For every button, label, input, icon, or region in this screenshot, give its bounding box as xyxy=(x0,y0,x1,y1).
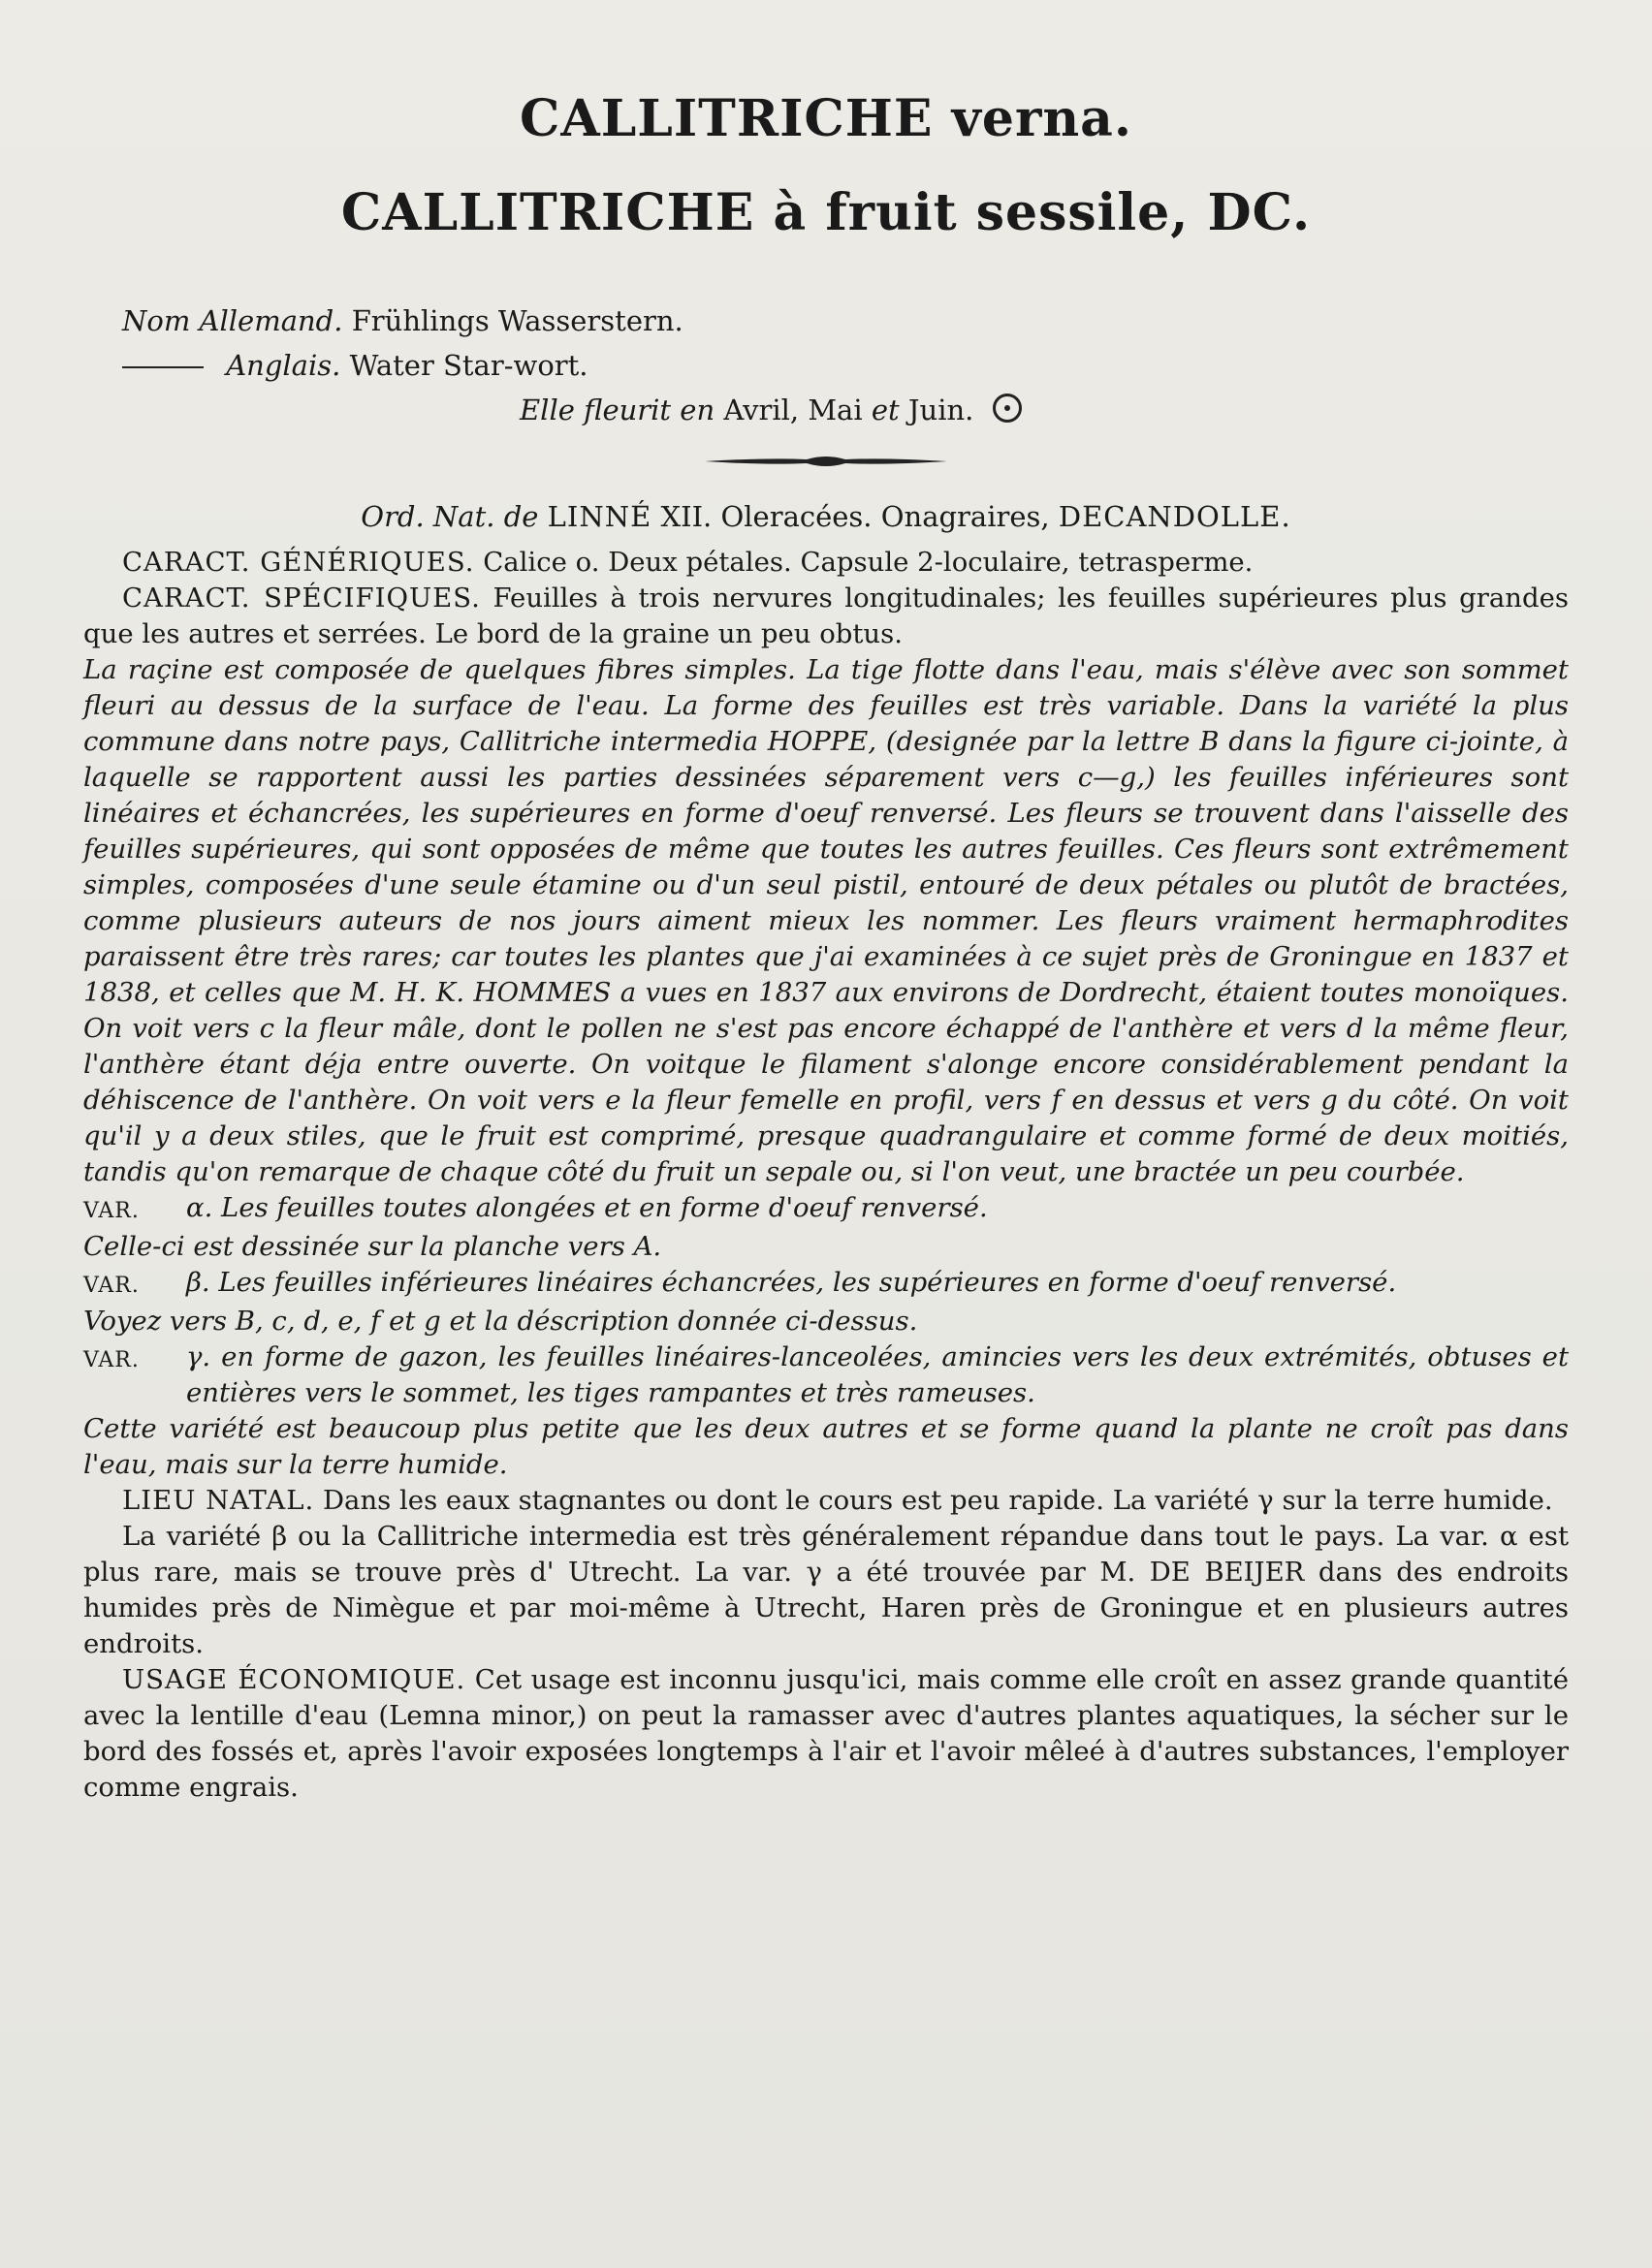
specific-label: CARACT. SPÉCIFIQUES. xyxy=(122,583,481,614)
german-name-row xyxy=(122,299,1569,343)
order-decandolle: DECANDOLLE. xyxy=(1058,500,1291,533)
common-names xyxy=(83,299,1569,432)
generic-text: Calice o. Deux pétales. Capsule 2-loculaire, tetrasperme. xyxy=(483,547,1254,578)
variety-key: VAR. xyxy=(83,1348,140,1372)
variety-alpha xyxy=(83,1190,1569,1229)
usage-text: Cet usage est inconnu jusqu'ici, mais comme elle croît en assez grande quantité avec la lentille d'eau (Lemna minor,) on peut la ramasser avec d'autres plantes aquatiques, la sécher sur le bord des fossés et, après l'avoir exposées longtemps à l'air et l'avoir mêleé à d'autres substances, l'employer comme engrais. xyxy=(83,1664,1569,1803)
natural-order xyxy=(83,500,1569,533)
variety-note: Celle-ci est dessinée sur la planche vers A. xyxy=(83,1231,662,1262)
flowering-label: Elle fleurit en xyxy=(520,394,715,426)
annual-symbol-icon xyxy=(993,394,1022,423)
variety-text: β. Les feuilles inférieures linéaires échancrées, les supérieures en forme d'oeuf renversé. xyxy=(186,1267,1397,1298)
variety-note: Voyez vers B, c, d, e, f et g et la déscription donnée ci-dessus. xyxy=(83,1306,918,1337)
variety-text: α. Les feuilles toutes alongées et en forme d'oeuf renversé. xyxy=(186,1192,988,1223)
order-rest: XII. Oleracées. Onagraires, xyxy=(660,500,1050,533)
variety-key: VAR. xyxy=(83,1199,140,1223)
description-paragraph: La raçine est composée de quelques fibres simples. La tige flotte dans l'eau, mais s'élève avec son sommet fleuri au dessus de la surface de l'eau. La forme des feuilles est très variable. Dans la variété la plus commune dans notre pays, Callitriche intermedia HOPPE, (designée par la lettre B dans la figure ci-jointe, à laquelle se rapportent aussi les parties dessinées séparement vers c—g,) les feuilles inférieures sont linéaires et échancrées, les supérieures en forme d'oeuf renversé. Les fleurs se trouvent dans l'aisselle des feuilles supérieures, qui sont opposées de même que toutes les autres feuilles. Ces fleurs sont extrêmement simples, composées d'une seule étamine ou d'un seul pistil, entouré de deux pétales ou plutôt de bractées, comme plusieurs auteurs de nos jours aiment mieux les nommer. Les fleurs vraiment hermaphrodites paraissent être très rares; car toutes les plantes que j'ai examinées à ce sujet près de Groningue en 1837 et 1838, et celles que M. H. K. HOMMES a vues en 1837 aux environs de Dordrecht, étaient toutes monoïques. On voit vers c la fleur mâle, dont le pollen ne s'est pas encore échappé de l'anthère et vers d la même fleur, l'anthère étant déja entre ouverte. On voitque le filament s'alonge encore considérablement pendant la déhiscence de l'anthère. On voit vers e la fleur femelle en profil, vers f en dessus et vers g du côté. On voit qu'il y a deux stiles, que le fruit est comprimé, presque quadrangulaire et comme formé de deux moitiés, tandis qu'on remarque de chaque côté du fruit un sepale ou, si l'on veut, une bractée un peu courbée. xyxy=(83,654,1569,1187)
habitat-section xyxy=(83,1483,1569,1519)
ditto-dash xyxy=(122,366,204,368)
variety-text: γ. en forme de gazon, les feuilles linéaires-lanceolées, amincies vers les deux extrémités, obtuses et entières vers le sommet, les tiges rampantes et très rameuses. xyxy=(186,1341,1569,1408)
page-subtitle: CALLITRICHE à fruit sessile, DC. xyxy=(340,183,1312,242)
english-name-label: Anglais. xyxy=(226,349,341,382)
flowering-months-b: Juin. xyxy=(907,394,974,426)
ornament-rule-icon xyxy=(700,452,952,471)
specific-text: Feuilles à trois nervures longitudinales; les feuilles supérieures plus grandes que les autres et serrées. Le bord de la graine un peu obtus. xyxy=(83,583,1569,649)
german-name-label: Nom Allemand. xyxy=(122,304,343,337)
flowering-et: et xyxy=(871,394,900,426)
habitat-label: LIEU NATAL. xyxy=(122,1485,315,1516)
body-text xyxy=(83,545,1569,1806)
english-name-value: Water Star-wort. xyxy=(349,349,588,382)
flowering-row xyxy=(520,388,1569,432)
generic-label: CARACT. GÉNÉRIQUES. xyxy=(122,547,475,578)
flowering-months-a: Avril, Mai xyxy=(723,394,863,426)
variety-note: Cette variété est beaucoup plus petite que les deux autres et se forme quand la plante ne croît pas dans l'eau, mais sur la terre humide. xyxy=(83,1413,1569,1480)
order-prefix: Ord. Nat. de xyxy=(361,500,539,533)
english-name-row xyxy=(83,343,1569,388)
habitat-distribution: La variété β ou la Callitriche intermedia est très généralement répandue dans tout le pays. La var. α est plus rare, mais se trouve près d' Utrecht. La var. γ a été trouvée par M. DE BEIJER dans des endroits humides près de Nimègue et par moi-même à Utrecht, Haren près de Groningue et en plusieurs autres endroits. xyxy=(83,1521,1569,1659)
german-name-value: Frühlings Wasserstern. xyxy=(351,304,683,337)
order-linne: LINNÉ xyxy=(547,500,652,533)
usage-section xyxy=(83,1662,1569,1806)
page-title: CALLITRICHE verna. xyxy=(520,89,1132,148)
usage-label: USAGE ÉCONOMIQUE. xyxy=(122,1664,466,1695)
variety-key: VAR. xyxy=(83,1274,140,1298)
variety-beta xyxy=(83,1265,1569,1304)
generic-characters xyxy=(83,545,1569,581)
specific-characters xyxy=(83,581,1569,652)
variety-gamma xyxy=(83,1339,1569,1411)
habitat-text: Dans les eaux stagnantes ou dont le cours est peu rapide. La variété γ sur la terre humide. xyxy=(323,1485,1553,1516)
